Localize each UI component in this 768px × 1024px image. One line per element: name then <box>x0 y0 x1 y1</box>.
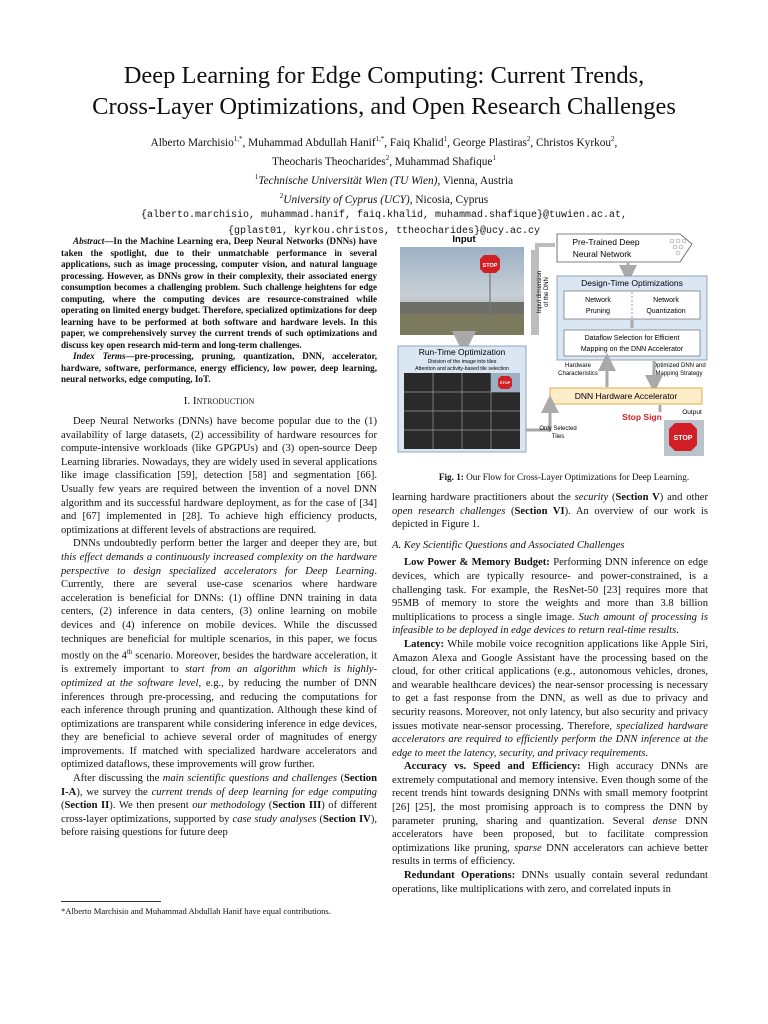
figure-1 <box>392 230 722 470</box>
only-selected-label: Only Selected <box>539 426 577 432</box>
stop-sign-text: STOP <box>482 263 498 269</box>
right-paragraph-1: learning hardware practitioners about the security (Section V) and other open research challenges (Section VI). An overview of our work is depicted in Figure 1. <box>392 492 708 531</box>
figure-caption: Fig. 1: Our Flow for Cross-Layer Optimizations for Deep Learning. <box>438 472 690 482</box>
paragraph-low-power: Low Power & Memory Budget: Performing DNN inference on edge devices, which are typically resource- and power-constrained, is a challenging task. For example, the ResNet-50 [23] requires more that 95MB of memory to store the weights and more than 3.8 billion multiplications to process a single image. Such amount of processing is infeasible to be deployed in edge devices to return real-time results. <box>392 557 708 637</box>
emails-line-1: {alberto.marchisio, muhammad.hanif, faiq.khalid, muhammad.shafique}@tuwien.ac.at, <box>140 210 628 222</box>
intro-paragraph-1: Deep Neural Networks (DNNs) have become popular due to the (1) availability of large datasets, (2) accessibility of hardware resources for compute-intensive workloads (like GPGPUs) and (3) open-source Deep Learning libraries. Nowadays, they are widely used in several applications like image classification [59], detection [58] and segmentation [66]. Usually few years are required between the invention of a novel DNN algorithm and its successful hardware deployment, as for the case of [34] and [67] implemented in [28]. To achieve high efficiency products, optimizations at different levels of abstractions are required. <box>61 416 377 536</box>
right-column <box>392 491 708 896</box>
svg-text:Run-Time Optimization: Run-Time Optimization <box>418 347 506 357</box>
design-time-box <box>557 276 707 360</box>
svg-text:Network: Network <box>653 297 679 304</box>
output-stop-image <box>664 420 704 456</box>
svg-text:Division of the image into til: Division of the image into tiles <box>427 359 497 365</box>
section-heading-introduction: I. Introduction <box>183 394 255 407</box>
affiliation-1: $^1$Technische Universität Wien (TU Wien), Vienna, Austria <box>254 173 514 187</box>
svg-text:Network: Network <box>585 297 611 304</box>
optimized-dnn-label: Optimized DNN and <box>652 363 706 369</box>
input-dim-label-2: of the DNN <box>544 277 550 307</box>
svg-text:Pruning: Pruning <box>585 308 611 315</box>
paragraph-redundant: Redundant Operations: DNNs usually contain several redundant operations, like multiplications with zero, and correlated inputs in <box>392 870 708 895</box>
title-line-2: Cross-Layer Optimizations, and Open Research Challenges <box>92 93 676 120</box>
intro-paragraph-3: After discussing the main scientific questions and challenges (Section I-A), we survey the current trends of deep learning for edge computing (Section II). We then present our methodology (Section III) of different cross-layer optimizations, supported by case study analyses (Section IV), before raising questions for future deep <box>61 773 377 839</box>
svg-text:Attention and activity-based t: Attention and activity-based tile selection <box>415 366 509 372</box>
hw-char-label: Hardware <box>564 363 592 369</box>
svg-text:Quantization: Quantization <box>646 308 686 315</box>
svg-text:Design-Time Optimizations: Design-Time Optimizations <box>581 278 683 288</box>
runtime-box <box>398 346 526 452</box>
footnote-rule <box>61 901 161 902</box>
paragraph-latency: Latency: While mobile voice recognition applications like Apple Siri, Amazon Alexa and Google Assistant have the processing based on the cloud, for other critical applications (e.g., autonomous vehicles, drones, and wearable healthcare devices) the near-sensor processing is necessary to get a fast response from the DNN, as well as due to privacy and security reasons. Moreover, not only latency, but also security and privacy issues motivate near-sensor processing. Therefore, specialized hardware accelerators are required to efficiently perform the DNN inference at the edge to meet the latency, security, and privacy requirements. <box>392 638 708 759</box>
emails-line-2: {gplast01, kyrkou.christos, ttheocharides}@ucy.ac.cy <box>227 225 541 237</box>
input-dim-label-1: Input dimension <box>537 270 543 314</box>
svg-text:STOP: STOP <box>499 380 511 385</box>
stop-sign-output-label: Stop Sign <box>622 412 662 422</box>
left-column <box>61 236 377 840</box>
authors-line-2: Theocharis Theocharides$^2$, Muhammad Shafique$^1$ <box>272 154 496 168</box>
flow-diagram <box>392 230 722 470</box>
svg-text:Characteristics: Characteristics <box>558 371 598 377</box>
author-block <box>40 132 728 239</box>
intro-paragraph-2: DNNs undoubtedly perform better the larger and deeper they are, but this effect demands a continuously increased complexity on the hardware perspective to design specialized accelerators for Deep Learning. Currently, there are several use-case scenarios where hardware acceleration is beneficial for DNNs: (1) offline DNN training in data centers, (2) inference in data centers, (3) online learning on mobile devices and (4) inference on mobile devices. While the discussed techniques are beneficial for multiple scenarios, in this paper, we focus mostly on the 4th scenario. Moreover, besides the hardware acceleration, it is extremely important to start from an algorithm which is highly-optimized at the software level, e.g., by reducing the number of DNN inferences through pre-processing, and reducing the computations for each inference through pruning and quantization. Although these kind of optimizations are transparent while considering inference in edge devices, they are beneficial to achieve several order of magnitudes of energy improvements. If matched with specialized hardware accelerators and optimized dataflows, these improvements will grow further. <box>61 538 377 771</box>
index-terms: Index Terms—pre-processing, pruning, quantization, DNN, accelerator, hardware, software, performance, energy efficiency, low power, deep learning, neural networks, edge computing, IoT. <box>61 351 377 384</box>
svg-text:Pre-Trained Deep: Pre-Trained Deep <box>572 237 640 247</box>
subsection-heading: A. Key Scientific Questions and Associated Challenges <box>392 539 625 551</box>
svg-text:Tiles: Tiles <box>551 434 565 440</box>
affiliation-2: $^2$University of Cyprus (UCY), Nicosia, Cyprus <box>279 192 489 206</box>
svg-text:Mapping Strategy: Mapping Strategy <box>655 371 703 377</box>
paragraph-accuracy: Accuracy vs. Speed and Efficiency: High accuracy DNNs are extremely computational and memory intensive. Even though some of the recent trends hint towards designing DNNs with small memory footprint [26] [25], the most promising approach is to compress the DNN by parameter pruning, sharing and quantization. Several dense DNN accelerators have been proposed, but to facilitate compression optimizations like pruning, sparse DNN accelerators can achieve better results in terms of efficiency. <box>392 761 708 868</box>
pretrained-dnn-box <box>557 234 692 262</box>
input-photo <box>400 247 524 335</box>
accelerator-label: DNN Hardware Accelerator <box>574 391 678 401</box>
footnote: *Alberto Marchisio and Muhammad Abdullah Hanif have equal contributions. <box>61 906 331 916</box>
authors-line-1: Alberto Marchisio$^{1,*}$, Muhammad Abdullah Hanif$^{1,*}$, Faiq Khalid$^1$, George Plastiras$^2$, Christos Kyrkou$^2$, <box>150 135 618 149</box>
abstract: Abstract—In the Machine Learning era, Deep Neural Networks (DNNs) have taken the spotlight, due to their unmatchable performance in several applications, such as image processing, computer vision, and natural language processing. However, as DNNs grow in their complexity, their associated energy consumption becomes a challenging problem. Such challenge heightens for edge computing, where the computing devices are resource-constrained while operating on limited energy budget. Therefore, specialized optimizations for deep learning have to be performed at both software and hardware levels. In this paper, we comprehensively survey the current trends of such optimizations and discuss key open research mid-term and long-term challenges. <box>61 236 377 350</box>
svg-text:Dataflow Selection for Efficie: Dataflow Selection for Efficient <box>584 335 680 342</box>
svg-text:Neural Network: Neural Network <box>572 249 632 259</box>
output-label: Output <box>682 409 702 416</box>
paper-title <box>40 60 728 122</box>
svg-text:Mapping on the DNN Accelerator: Mapping on the DNN Accelerator <box>580 346 684 353</box>
title-line-1: Deep Learning for Edge Computing: Current Trends, <box>123 62 645 89</box>
svg-text:STOP: STOP <box>673 435 693 442</box>
input-label: Input <box>452 234 476 245</box>
